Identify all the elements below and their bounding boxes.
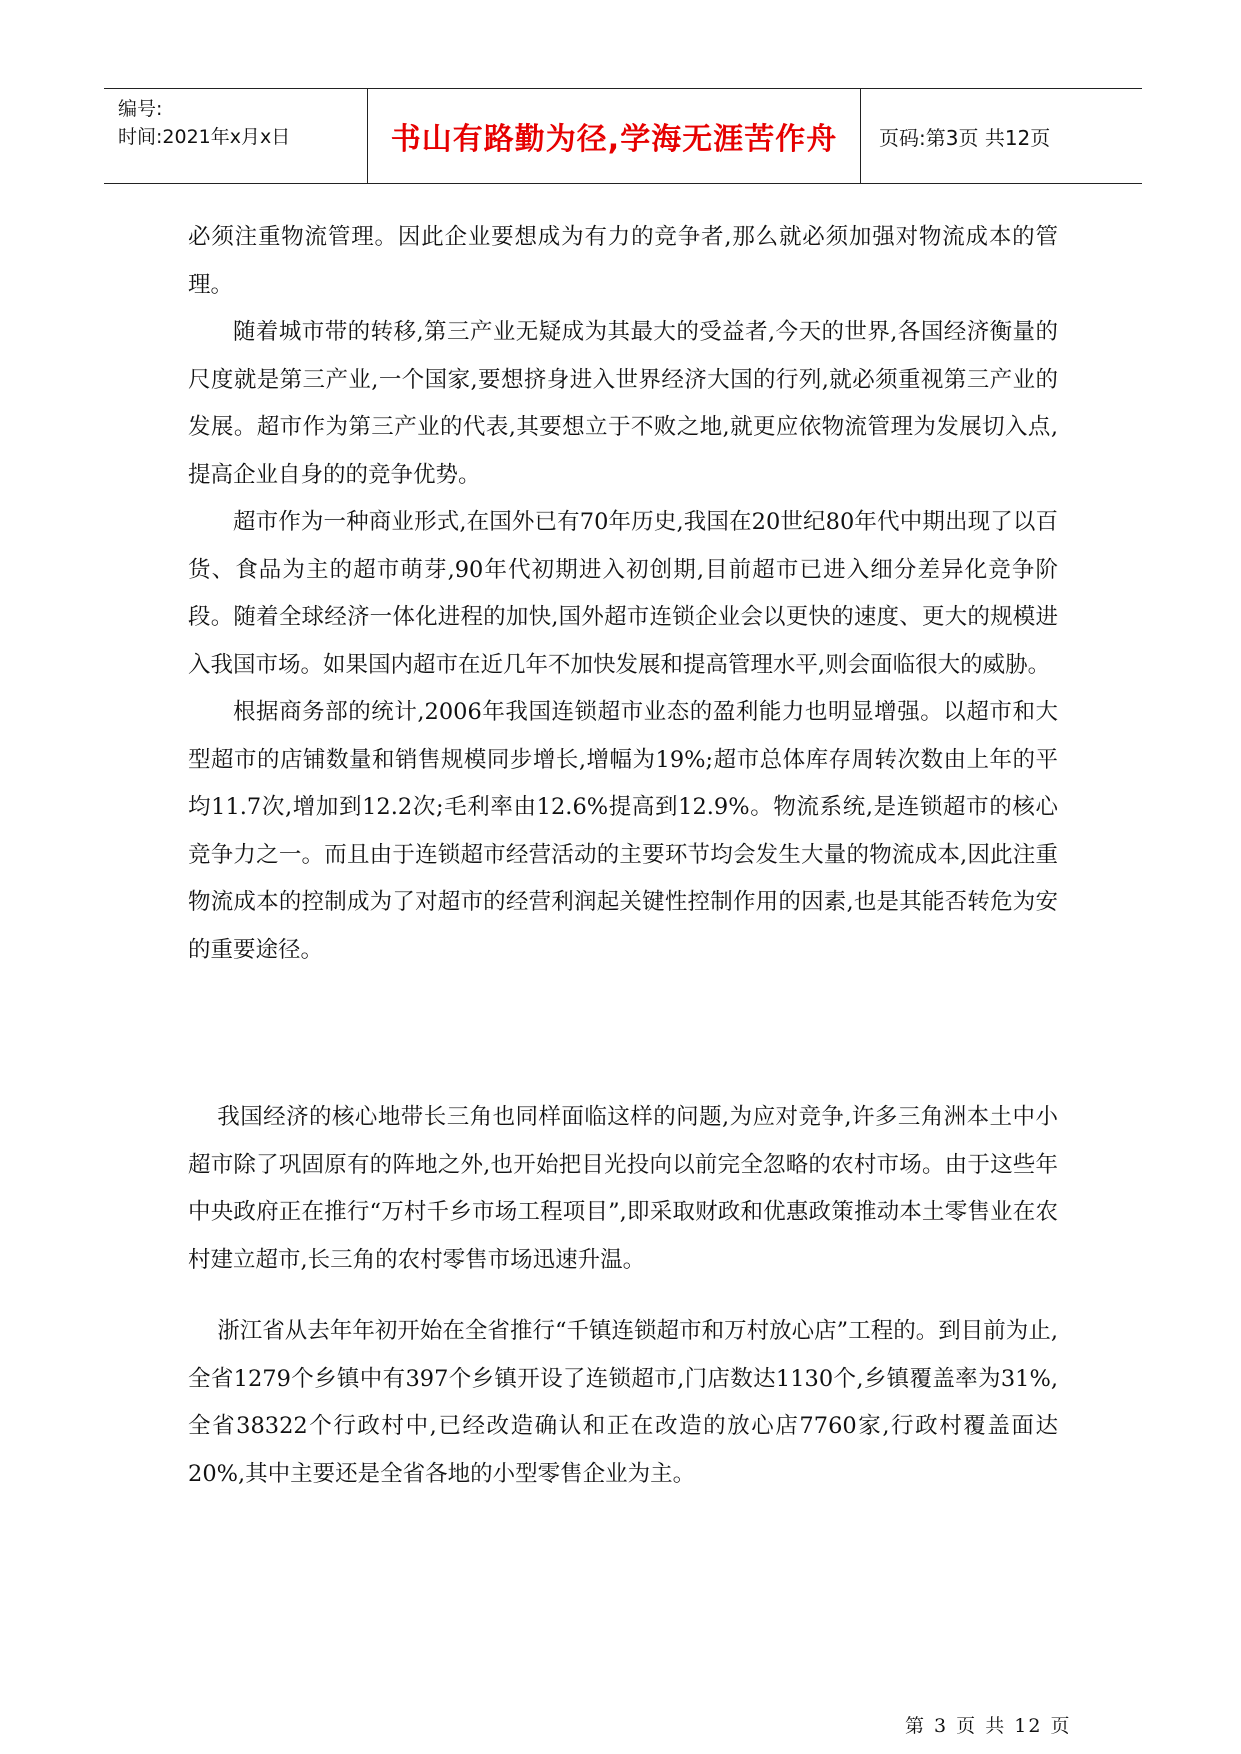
page-header (104, 88, 1142, 184)
time-label: 时间:2021年x月x日 (118, 126, 291, 148)
page-footer: 第 3 页 共 12 页 (905, 1715, 1072, 1737)
paragraph: 随着城市带的转移,第三产业无疑成为其最大的受益者,今天的世界,各国经济衡量的尺度就是第三产业,一个国家,要想挤身进入世界经济大国的行列,就必须重视第三产业的发展。超市作为第三产业的代表,其要想立于不败之地,就更应依物流管理为发展切入点,提高企业自身的的竞争优势。 (188, 319, 1058, 488)
motto: 书山有路勤为径,学海无涯苦作舟 (390, 122, 838, 157)
document-body (188, 214, 1058, 1498)
paragraph: 浙江省从去年年初开始在全省推行“千镇连锁超市和万村放心店”工程的。到目前为止,全省1279个乡镇中有397个乡镇开设了连锁超市,门店数达1130个,乡镇覆盖率为31%,全省38322个行政村中,已经改造确认和正在改造的放心店7760家,行政村覆盖面达20%,其中主要还是全省各地的小型零售企业为主。 (188, 1318, 1058, 1487)
number-label: 编号: (118, 98, 163, 120)
header-motto-cell (368, 89, 861, 183)
spacer (188, 1284, 1058, 1308)
page-info: 页码:第3页 共12页 (879, 125, 1051, 150)
paragraph: 我国经济的核心地带长三角也同样面临这样的问题,为应对竞争,许多三角洲本土中小超市除了巩固原有的阵地之外,也开始把目光投向以前完全忽略的农村市场。由于这些年中央政府正在推行“万村千乡市场工程项目”,即采取财政和优惠政策推动本土零售业在农村建立超市,长三角的农村零售市场迅速升温。 (188, 1104, 1058, 1273)
paragraph: 超市作为一种商业形式,在国外已有70年历史,我国在20世纪80年代中期出现了以百货、食品为主的超市萌芽,90年代初期进入初创期,目前超市已进入细分差异化竞争阶段。随着全球经济一体化进程的加快,国外超市连锁企业会以更快的速度、更大的规模进入我国市场。如果国内超市在近几年不加快发展和提高管理水平,则会面临很大的威胁。 (188, 509, 1058, 678)
header-info-cell (104, 89, 368, 183)
paragraph: 必须注重物流管理。因此企业要想成为有力的竞争者,那么就必须加强对物流成本的管理。 (188, 224, 1058, 298)
header-page-cell (861, 89, 1142, 183)
spacer (188, 974, 1058, 1094)
paragraph: 根据商务部的统计,2006年我国连锁超市业态的盈利能力也明显增强。以超市和大型超市的店铺数量和销售规模同步增长,增幅为19%;超市总体库存周转次数由上年的平均11.7次,增加到12.2次;毛利率由12.6%提高到12.9%。物流系统,是连锁超市的核心竞争力之一。而且由于连锁超市经营活动的主要环节均会发生大量的物流成本,因此注重物流成本的控制成为了对超市的经营利润起关键性控制作用的因素,也是其能否转危为安的重要途径。 (188, 699, 1058, 963)
